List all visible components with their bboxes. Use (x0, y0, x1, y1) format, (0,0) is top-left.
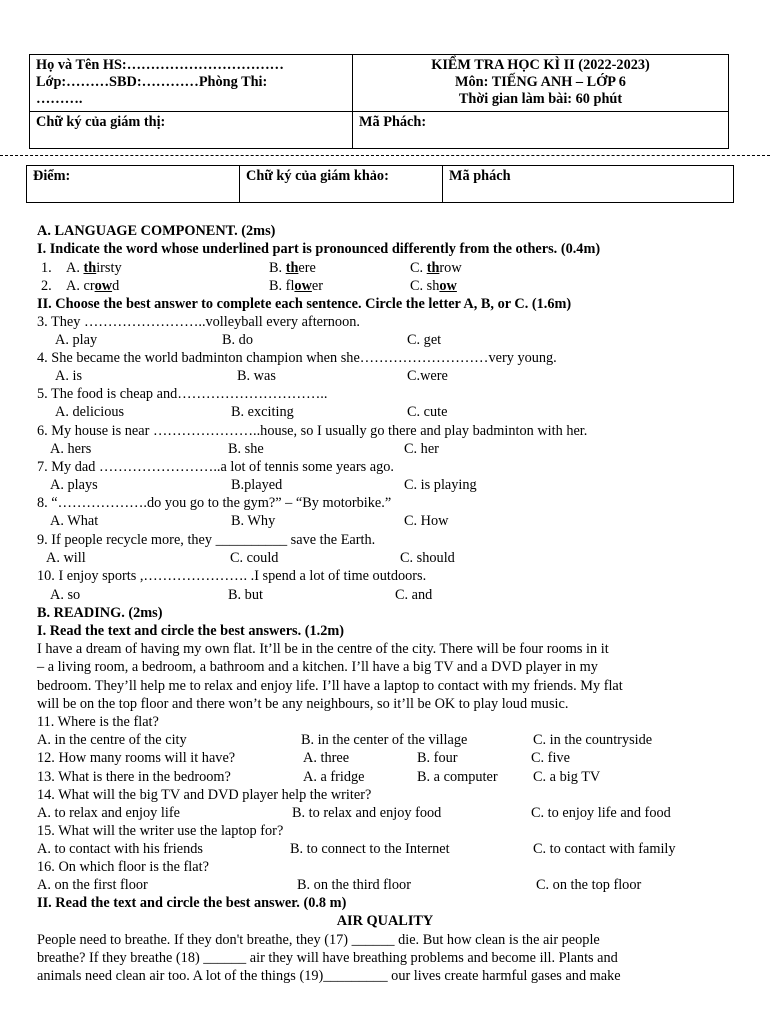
student-info-cell (30, 55, 353, 112)
score-code-label: Mã phách (449, 168, 511, 184)
q14-option-a: A. to relax and enjoy life (37, 805, 180, 821)
q13-option-c: C. a big TV (533, 769, 601, 785)
q4-option-c: C.were (407, 368, 448, 384)
q1-number: 1. (41, 260, 52, 276)
q10-option-a: A. so (50, 587, 81, 603)
q1-option-a: A. thirsty (66, 260, 122, 276)
student-name-line: Họ và Tên HS:…………………………… (36, 57, 284, 73)
q15-option-a: A. to contact with his friends (37, 841, 203, 857)
q7-option-b: B.played (231, 477, 283, 493)
q13-option-a: A. a fridge (303, 769, 365, 785)
cut-line-divider (0, 155, 770, 156)
proctor-signature-cell (30, 112, 353, 149)
q14-stem: 14. What will the big TV and DVD player help the writer? (37, 787, 372, 803)
exam-duration: Thời gian làm bài: 60 phút (458, 91, 623, 107)
q10-option-b: B. but (228, 587, 263, 603)
q6-option-b: B. she (228, 441, 264, 457)
q2-option-c: C. show (410, 278, 457, 294)
q7-stem: 7. My dad ……………………..a lot of tennis some years ago. (37, 459, 394, 475)
q8-stem: 8. “……………….do you go to the gym?” – “By motorbike.” (37, 495, 392, 511)
q15-option-b: B. to connect to the Internet (290, 841, 450, 857)
q4-stem: 4. She became the world badminton champion when she………………………very young. (37, 350, 557, 366)
q14-option-b: B. to relax and enjoy food (292, 805, 442, 821)
q14-option-c: C. to enjoy life and food (531, 805, 671, 821)
q4-option-b: B. was (237, 368, 276, 384)
q13-option-b: B. a computer (417, 769, 498, 785)
section-b-title: B. READING. (2ms) (37, 605, 163, 621)
q13-stem: 13. What is there in the bedroom? (37, 769, 231, 785)
passage-line-1: I have a dream of having my own flat. It’ll be in the centre of the city. There will be four rooms in it (37, 641, 609, 657)
q5-option-b: B. exciting (231, 404, 294, 420)
proctor-signature-label: Chữ ký của giám thị: (36, 114, 166, 130)
q6-stem: 6. My house is near …………………..house, so I usually go there and play badminton with her. (37, 423, 588, 439)
q7-option-c: C. is playing (404, 477, 477, 493)
q12-option-c: C. five (531, 750, 570, 766)
section-a-part1-title: I. Indicate the word whose underlined part is pronounced differently from the others. (0.4m) (37, 241, 601, 257)
q16-option-b: B. on the third floor (297, 877, 411, 893)
air-quality-title: AIR QUALITY (336, 913, 434, 929)
passage-line-2: – a living room, a bedroom, a bathroom and a kitchen. I’ll have a big TV and a DVD player in my (37, 659, 598, 675)
q3-option-b: B. do (222, 332, 253, 348)
exam-title-cell (353, 55, 729, 112)
exam-subject: Môn: TIẾNG ANH – LỚP 6 (455, 74, 626, 90)
q5-option-c: C. cute (407, 404, 448, 420)
q3-option-c: C. get (407, 332, 442, 348)
q12-option-a: A. three (303, 750, 350, 766)
air-passage-line-1: People need to breathe. If they don't breathe, they (17) ______ die. But how clean is the air people (37, 932, 600, 948)
q2-option-a: A. crowd (66, 278, 120, 294)
q8-option-a: A. What (50, 513, 99, 529)
q10-stem: 10. I enjoy sports ,…………………. .I spend a lot of time outdoors. (37, 568, 427, 584)
q7-option-a: A. plays (50, 477, 98, 493)
q1-option-c: C. throw (410, 260, 462, 276)
q6-option-a: A. hers (50, 441, 92, 457)
examiner-sig-label: Chữ ký của giám khảo: (246, 168, 389, 184)
class-line: Lớp:………SBD:…………Phòng Thi: (36, 74, 268, 90)
q10-option-c: C. and (395, 587, 433, 603)
score-table (26, 165, 734, 203)
q16-stem: 16. On which floor is the flat? (37, 859, 209, 875)
q11-option-c: C. in the countryside (533, 732, 653, 748)
air-passage-line-2: breathe? If they breathe (18) ______ air they will have breathing problems and become ill. Plants and (37, 950, 618, 966)
q12-stem: 12. How many rooms will it have? (37, 750, 236, 766)
q11-stem: 11. Where is the flat? (37, 714, 159, 730)
q2-option-b: B. flower (269, 278, 324, 294)
q3-stem: 3. They ……………………..volleyball every afternoon. (37, 314, 360, 330)
q5-stem: 5. The food is cheap and………………………….. (37, 386, 328, 402)
q9-option-b: C. could (230, 550, 279, 566)
q15-option-c: C. to contact with family (533, 841, 676, 857)
q3-option-a: A. play (55, 332, 98, 348)
q9-option-c: C. should (400, 550, 455, 566)
q12-option-b: B. four (417, 750, 458, 766)
score-code-cell (443, 166, 734, 203)
q9-stem: 9. If people recycle more, they __________ save the Earth. (37, 532, 376, 548)
q1-option-b: B. there (269, 260, 316, 276)
exam-header-table (29, 54, 729, 149)
examiner-sig-cell (240, 166, 443, 203)
q4-option-a: A. is (55, 368, 83, 384)
q11-option-a: A. in the centre of the city (37, 732, 187, 748)
passage-line-3: bedroom. They’ll help me to relax and enjoy life. I’ll have a laptop to contact with my friends. My flat (37, 678, 623, 694)
score-cell (27, 166, 240, 203)
class-dots: ………. (36, 91, 83, 107)
q16-option-a: A. on the first floor (37, 877, 148, 893)
code-label: Mã Phách: (359, 114, 427, 130)
section-a-title: A. LANGUAGE COMPONENT. (2ms) (37, 223, 276, 239)
section-b-part1-title: I. Read the text and circle the best answers. (1.2m) (37, 623, 345, 639)
section-b-part2-title: II. Read the text and circle the best answer. (0.8 m) (37, 895, 347, 911)
q9-option-a: A. will (46, 550, 86, 566)
air-passage-line-3: animals need clean air too. A lot of the things (19)_________ our lives create harmful gases and make (37, 968, 621, 984)
passage-line-4: will be on the top floor and there won’t be any neighbours, so it’ll be OK to play loud music. (37, 696, 569, 712)
code-cell (353, 112, 729, 149)
q6-option-c: C. her (404, 441, 439, 457)
q8-option-b: B. Why (231, 513, 276, 529)
exam-title: KIỂM TRA HỌC KÌ II (2022-2023) (431, 57, 650, 73)
q8-option-c: C. How (404, 513, 449, 529)
score-label: Điểm: (33, 168, 71, 184)
q15-stem: 15. What will the writer use the laptop for? (37, 823, 284, 839)
q11-option-b: B. in the center of the village (301, 732, 468, 748)
section-a-part2-title: II. Choose the best answer to complete each sentence. Circle the letter A, B, or C. (1.6m) (37, 296, 572, 312)
q16-option-c: C. on the top floor (536, 877, 642, 893)
q2-number: 2. (41, 278, 52, 294)
q5-option-a: A. delicious (55, 404, 125, 420)
